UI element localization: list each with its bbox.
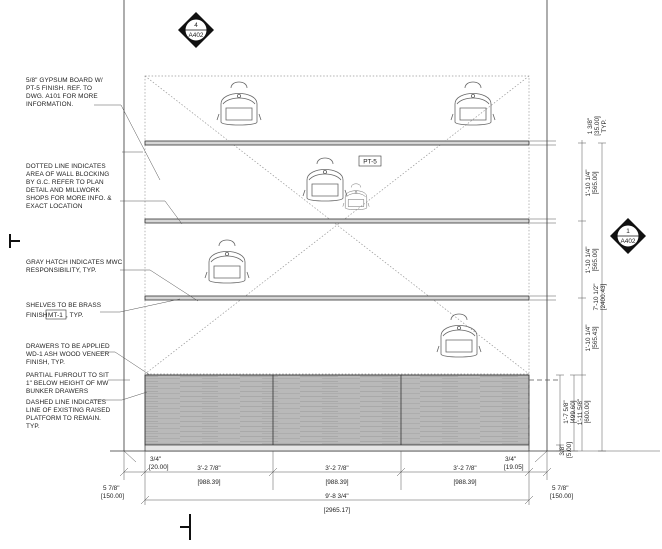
svg-text:3'-2 7/8": 3'-2 7/8" <box>453 465 477 472</box>
svg-text:[988.39]: [988.39] <box>197 479 221 486</box>
svg-text:WD-1 ASH WOOD VENEER: WD-1 ASH WOOD VENEER <box>26 351 110 358</box>
svg-text:SHOPS FOR MORE INFO. &: SHOPS FOR MORE INFO. & <box>26 195 112 202</box>
svg-text:, TYP.: , TYP. <box>66 312 84 319</box>
svg-text:AREA OF WALL BLOCKING: AREA OF WALL BLOCKING <box>26 171 110 178</box>
annotation-furrout <box>26 372 109 395</box>
backpack-small-icon <box>343 184 369 210</box>
svg-text:DOTTED LINE INDICATES: DOTTED LINE INDICATES <box>26 163 106 170</box>
backpack-icon <box>205 240 249 283</box>
svg-text:[150.00]: [150.00] <box>101 493 125 500</box>
svg-text:DWG. A101 FOR MORE: DWG. A101 FOR MORE <box>26 93 98 100</box>
vertical-dimensions <box>556 116 608 458</box>
annotation-shelves <box>26 302 101 319</box>
wall-blocking-area <box>145 76 529 374</box>
svg-text:1'-10 1/4": 1'-10 1/4" <box>585 324 592 352</box>
svg-text:5 7/8": 5 7/8" <box>552 485 569 492</box>
svg-text:INFORMATION.: INFORMATION. <box>26 101 74 108</box>
svg-text:3/4": 3/4" <box>505 456 517 463</box>
shelf-2 <box>145 219 529 223</box>
svg-text:PLATFORM TO REMAIN.: PLATFORM TO REMAIN. <box>26 415 102 422</box>
svg-text:[20.00]: [20.00] <box>149 464 169 471</box>
svg-text:DETAIL AND MILLWORK: DETAIL AND MILLWORK <box>26 187 100 194</box>
backpack-icon <box>303 158 347 201</box>
backpack-icon <box>451 82 495 125</box>
svg-text:5 7/8": 5 7/8" <box>103 485 120 492</box>
svg-text:TYP.: TYP. <box>601 119 608 133</box>
svg-text:PT-5: PT-5 <box>363 158 377 166</box>
svg-text:A402: A402 <box>620 238 636 245</box>
shelves <box>145 141 556 300</box>
svg-text:A402: A402 <box>188 32 204 39</box>
svg-text:[499.60]: [499.60] <box>570 400 577 424</box>
svg-text:FINISH: FINISH <box>26 312 48 319</box>
svg-text:3'-2 7/8": 3'-2 7/8" <box>325 465 349 472</box>
drawer-base <box>145 375 560 451</box>
svg-text:[988.39]: [988.39] <box>453 479 477 486</box>
horizontal-dimensions <box>101 451 573 514</box>
svg-text:1'-10 1/4": 1'-10 1/4" <box>585 246 592 274</box>
annotation-gray-hatch <box>26 259 123 274</box>
svg-text:FINISH, TYP.: FINISH, TYP. <box>26 359 65 366</box>
section-callout-top <box>178 12 214 48</box>
annotation-gypsum <box>26 77 103 108</box>
svg-text:GRAY HATCH INDICATES MWC: GRAY HATCH INDICATES MWC <box>26 259 123 266</box>
svg-text:9'-8 3/4": 9'-8 3/4" <box>325 493 349 500</box>
svg-text:[2400.43]: [2400.43] <box>600 283 607 311</box>
shelf-3 <box>145 296 529 300</box>
svg-text:[565.00]: [565.00] <box>592 171 599 195</box>
svg-text:DASHED LINE INDICATES: DASHED LINE INDICATES <box>26 399 107 406</box>
svg-text:DRAWERS TO BE APPLIED: DRAWERS TO BE APPLIED <box>26 343 110 350</box>
svg-text:3'-2 7/8": 3'-2 7/8" <box>197 465 221 472</box>
svg-text:MT-1: MT-1 <box>48 312 63 319</box>
svg-text:PARTIAL FURROUT TO SIT: PARTIAL FURROUT TO SIT <box>26 372 110 379</box>
svg-text:[150.00]: [150.00] <box>550 493 574 500</box>
svg-text:1" BELOW HEIGHT OF MW: 1" BELOW HEIGHT OF MW <box>26 380 109 387</box>
backpack-icon <box>437 314 481 357</box>
svg-text:EXACT LOCATION: EXACT LOCATION <box>26 203 83 210</box>
svg-text:4: 4 <box>194 22 198 29</box>
svg-text:5/8" GYPSUM BOARD W/: 5/8" GYPSUM BOARD W/ <box>26 77 103 84</box>
svg-text:[565.00]: [565.00] <box>592 248 599 272</box>
svg-text:BUNKER DRAWERS: BUNKER DRAWERS <box>26 388 89 395</box>
svg-text:SHELVES TO BE BRASS: SHELVES TO BE BRASS <box>26 302 102 309</box>
annotation-dotted-line <box>26 163 112 210</box>
annotation-drawers <box>26 343 110 366</box>
svg-text:[600.00]: [600.00] <box>584 400 591 424</box>
svg-text:1: 1 <box>626 228 630 235</box>
svg-text:RESPONSIBILITY, TYP.: RESPONSIBILITY, TYP. <box>26 267 97 274</box>
svg-text:[2965.17]: [2965.17] <box>323 507 351 514</box>
svg-text:1'-10 1/4": 1'-10 1/4" <box>585 169 592 197</box>
svg-text:[5.00]: [5.00] <box>566 442 573 458</box>
annotation-dashed-line <box>26 399 111 430</box>
svg-text:[988.39]: [988.39] <box>325 479 349 486</box>
svg-text:1 3/8": 1 3/8" <box>587 117 594 135</box>
finish-tag-pt5 <box>359 156 381 166</box>
svg-text:TYP.: TYP. <box>26 423 40 430</box>
svg-text:LINE OF EXISTING RAISED: LINE OF EXISTING RAISED <box>26 407 111 414</box>
svg-text:[19.05]: [19.05] <box>504 464 524 471</box>
svg-text:BY G.C. REFER TO PLAN: BY G.C. REFER TO PLAN <box>26 179 104 186</box>
svg-text:1'-11 5/8": 1'-11 5/8" <box>577 398 584 426</box>
svg-text:3/8": 3/8" <box>559 444 566 456</box>
shelf-1 <box>145 141 529 145</box>
svg-text:PT-5 FINISH. REF. TO: PT-5 FINISH. REF. TO <box>26 85 93 92</box>
backpack-icon <box>217 82 261 125</box>
section-callout-right <box>610 218 646 254</box>
svg-text:[35.00]: [35.00] <box>594 116 601 136</box>
svg-text:[565.43]: [565.43] <box>592 326 599 350</box>
svg-text:7'-10 1/2": 7'-10 1/2" <box>593 283 600 311</box>
svg-text:1'-7 5/8": 1'-7 5/8" <box>563 400 570 424</box>
svg-text:3/4": 3/4" <box>150 456 162 463</box>
